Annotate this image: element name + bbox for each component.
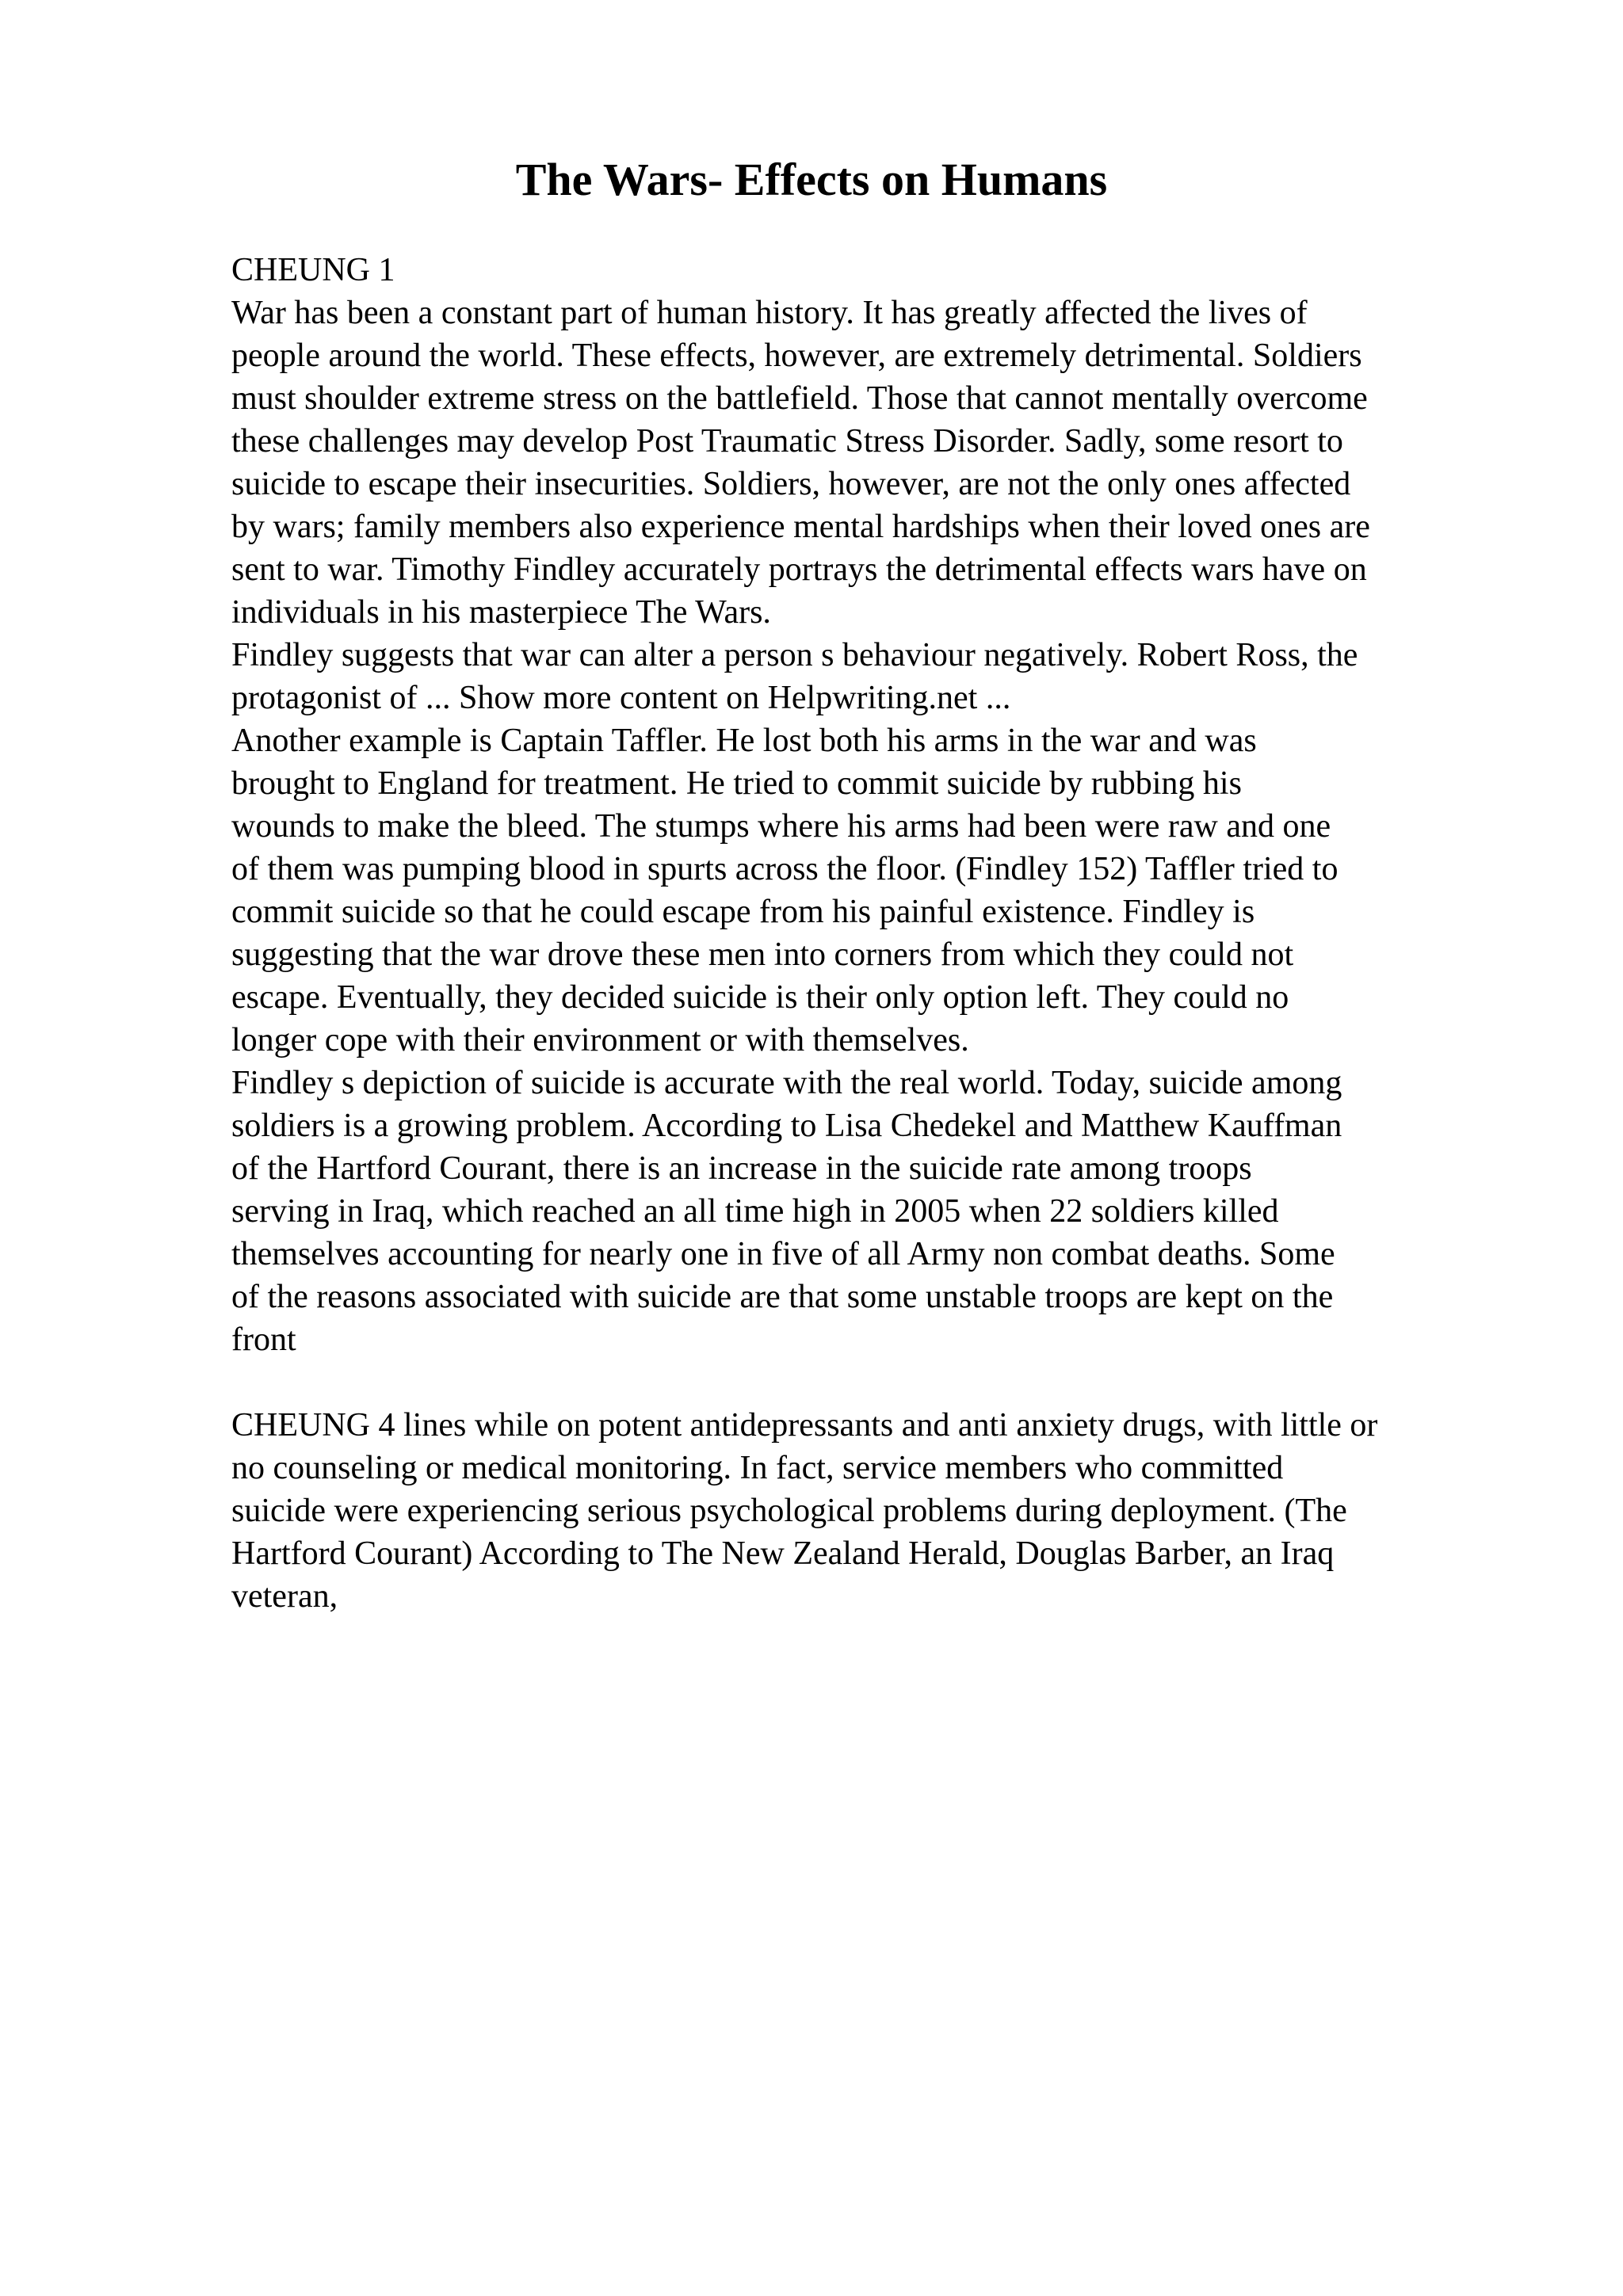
paragraph-gap (231, 1361, 1594, 1404)
text-line: individuals in his masterpiece The Wars. (231, 594, 771, 631)
text-block-1 (231, 249, 1594, 1361)
text-line: suicide were experiencing serious psychological problems during deployment. (The (231, 1493, 1347, 1529)
text-line: suicide to escape their insecurities. Soldiers, however, are not the only ones affected (231, 466, 1351, 502)
document-body (231, 249, 1594, 1618)
text-line: themselves accounting for nearly one in five of all Army non combat deaths. Some (231, 1236, 1335, 1272)
text-block-2 (231, 1404, 1594, 1618)
text-line: people around the world. These effects, however, are extremely detrimental. Soldiers (231, 338, 1362, 374)
text-line: Another example is Captain Taffler. He lost both his arms in the war and was (231, 723, 1257, 759)
text-line: War has been a constant part of human history. It has greatly affected the lives of (231, 295, 1308, 331)
text-line: wounds to make the bleed. The stumps where his arms had been were raw and one (231, 808, 1331, 845)
text-line: Hartford Courant) According to The New Zealand Herald, Douglas Barber, an Iraq (231, 1535, 1335, 1572)
text-line: veteran, (231, 1578, 338, 1615)
text-line: CHEUNG 1 (231, 252, 395, 288)
text-line: these challenges may develop Post Traumatic Stress Disorder. Sadly, some resort to (231, 423, 1343, 460)
text-line: Findley s depiction of suicide is accurate with the real world. Today, suicide among (231, 1065, 1342, 1101)
text-line: longer cope with their environment or with themselves. (231, 1022, 969, 1058)
text-line: commit suicide so that he could escape from his painful existence. Findley is (231, 894, 1255, 930)
document-title: The Wars- Effects on Humans (515, 154, 1108, 205)
text-line: Findley suggests that war can alter a person s behaviour negatively. Robert Ross, the (231, 637, 1358, 673)
text-line: CHEUNG 4 lines while on potent antidepressants and anti anxiety drugs, with little or (231, 1407, 1378, 1444)
text-line: front (231, 1322, 296, 1358)
text-line: of the reasons associated with suicide are that some unstable troops are kept on the (231, 1279, 1334, 1315)
text-line: by wars; family members also experience mental hardships when their loved ones are (231, 509, 1370, 545)
text-line: suggesting that the war drove these men into corners from which they could not (231, 936, 1294, 973)
text-line: no counseling or medical monitoring. In fact, service members who committed (231, 1450, 1284, 1486)
text-line: soldiers is a growing problem. According to Lisa Chedekel and Matthew Kauffman (231, 1108, 1342, 1144)
text-line: protagonist of ... Show more content on Helpwriting.net ... (231, 680, 1011, 716)
text-line: must shoulder extreme stress on the battlefield. Those that cannot mentally overcome (231, 380, 1368, 417)
text-line: of the Hartford Courant, there is an increase in the suicide rate among troops (231, 1150, 1252, 1187)
text-line: sent to war. Timothy Findley accurately portrays the detrimental effects wars have on (231, 551, 1367, 588)
text-line: of them was pumping blood in spurts across the floor. (Findley 152) Taffler tried to (231, 851, 1338, 887)
text-line: brought to England for treatment. He tried to commit suicide by rubbing his (231, 765, 1242, 802)
text-line: escape. Eventually, they decided suicide is their only option left. They could no (231, 979, 1289, 1016)
text-line: serving in Iraq, which reached an all time high in 2005 when 22 soldiers killed (231, 1193, 1279, 1230)
